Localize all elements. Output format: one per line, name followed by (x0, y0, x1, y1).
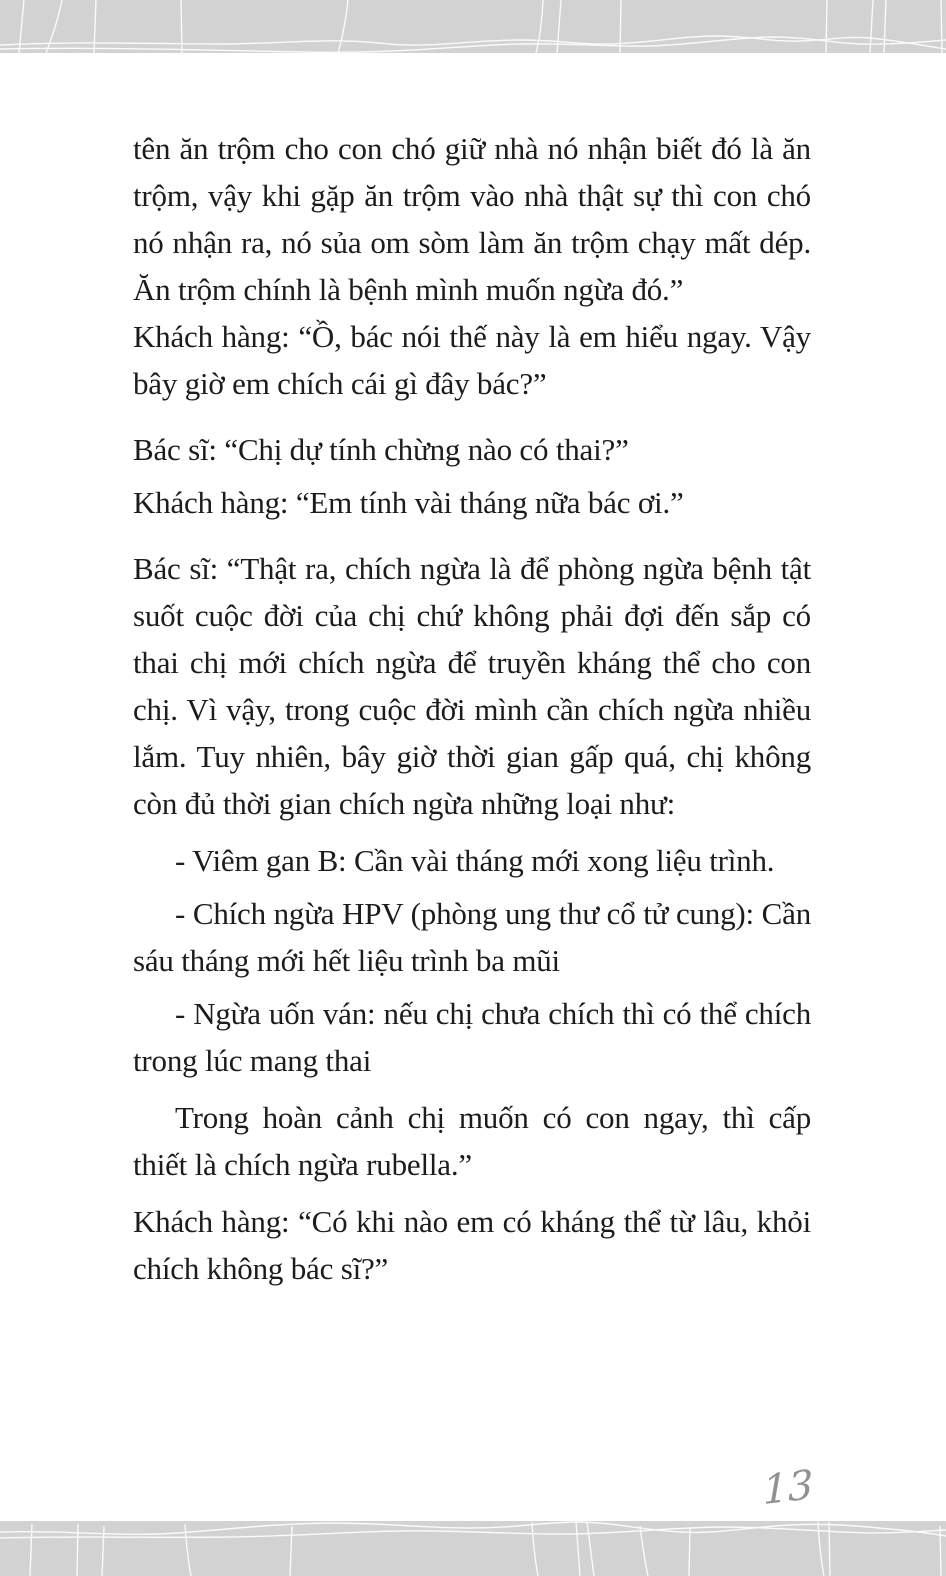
crumpled-paper-texture (0, 1518, 946, 1576)
page-text (133, 125, 811, 1292)
paragraph: tên ăn trộm cho con chó giữ nhà nó nhận biết đó là ăn trộm, vậy khi gặp ăn trộm vào nhà thật sự thì con chó nó nhận ra, nó sủa om sòm làm ăn trộm chạy mất dép. Ăn trộm chính là bệnh mình muốn ngừa đó.” (133, 131, 811, 307)
paragraph: Khách hàng: “Có khi nào em có kháng thể từ lâu, khỏi chích không bác sĩ?” (133, 1204, 811, 1286)
paragraph: Khách hàng: “Em tính vài tháng nữa bác ơi.” (133, 485, 684, 520)
page-number: 13 (762, 1461, 814, 1515)
list-item: - Chích ngừa HPV (phòng ung thư cổ tử cung): Cần sáu tháng mới hết liệu trình ba mũi (133, 896, 811, 978)
list-item: - Viêm gan B: Cần vài tháng mới xong liệu trình. (175, 843, 775, 878)
paragraph: Trong hoàn cảnh chị muốn có con ngay, thì cấp thiết là chích ngừa rubella.” (133, 1100, 811, 1182)
paragraph: Bác sĩ: “Chị dự tính chừng nào có thai?” (133, 432, 629, 467)
paragraph: Bác sĩ: “Thật ra, chích ngừa là để phòng ngừa bệnh tật suốt cuộc đời của chị chứ không phải đợi đến sắp có thai chị mới chích ngừa để truyền kháng thể cho con chị. Vì vậy, trong cuộc đời mình cần chích ngừa nhiều lắm. Tuy nhiên, bây giờ thời gian gấp quá, chị không còn đủ thời gian chích ngừa những loại như: (133, 551, 811, 821)
list-item: - Ngừa uốn ván: nếu chị chưa chích thì có thể chích trong lúc mang thai (133, 996, 811, 1078)
paragraph: Khách hàng: “Ồ, bác nói thế này là em hiểu ngay. Vậy bây giờ em chích cái gì đây bác?” (133, 319, 811, 401)
top-decorative-border (0, 0, 946, 53)
bottom-decorative-border (0, 1518, 946, 1576)
crumpled-paper-texture (0, 0, 946, 53)
